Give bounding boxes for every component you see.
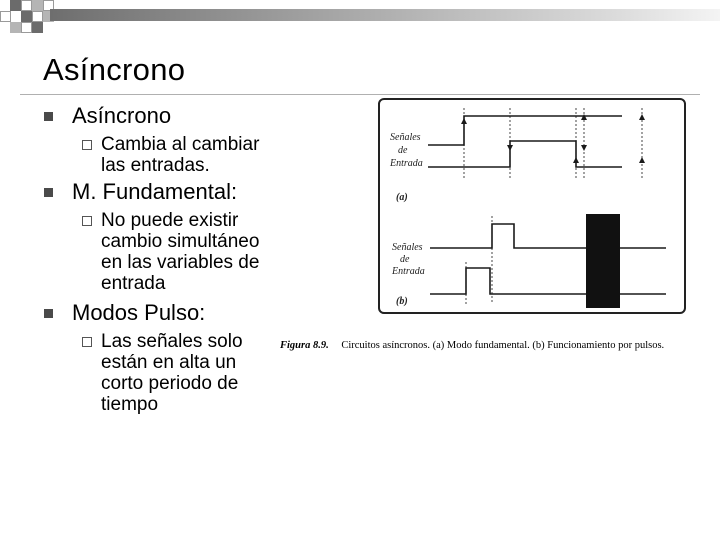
figure-frame <box>379 99 685 313</box>
figure-caption-label: Figura 8.9. <box>280 340 329 351</box>
hollow-square-bullet-icon <box>82 140 92 150</box>
figure-label-a: Señales de Entrada <box>390 132 423 169</box>
title-divider <box>20 94 700 95</box>
figure-caption <box>280 340 710 351</box>
header-gradient-bar <box>50 9 720 21</box>
bullet-text: Modos Pulso: <box>72 300 206 325</box>
sub-bullet-text: Las señales solo están en alta un corto periodo de tiempo <box>101 331 243 415</box>
square-bullet-icon <box>44 112 53 121</box>
slide-title: Asíncrono <box>43 52 186 87</box>
figure-tag-a: (a) <box>396 192 408 203</box>
bullet-text: M. Fundamental: <box>72 179 238 204</box>
figure-caption-text: Circuitos asíncronos. (a) Modo fundamental. (b) Funcionamiento por pulsos. <box>341 340 665 351</box>
sub-bullet-text: No puede existir cambio simultáneo en las variables de entrada <box>101 210 260 294</box>
timing-diagram-figure <box>378 98 688 316</box>
square-bullet-icon <box>44 309 53 318</box>
square-bullet-icon <box>44 188 53 197</box>
figure-tag-b: (b) <box>396 296 408 307</box>
bullet-text: Asíncrono <box>72 103 172 128</box>
hollow-square-bullet-icon <box>82 216 92 226</box>
sub-bullet-text: Cambia al cambiar las entradas. <box>101 134 260 176</box>
pulse-window-block <box>586 214 620 308</box>
hollow-square-bullet-icon <box>82 337 92 347</box>
figure-label-b: Señales de Entrada <box>392 242 425 277</box>
